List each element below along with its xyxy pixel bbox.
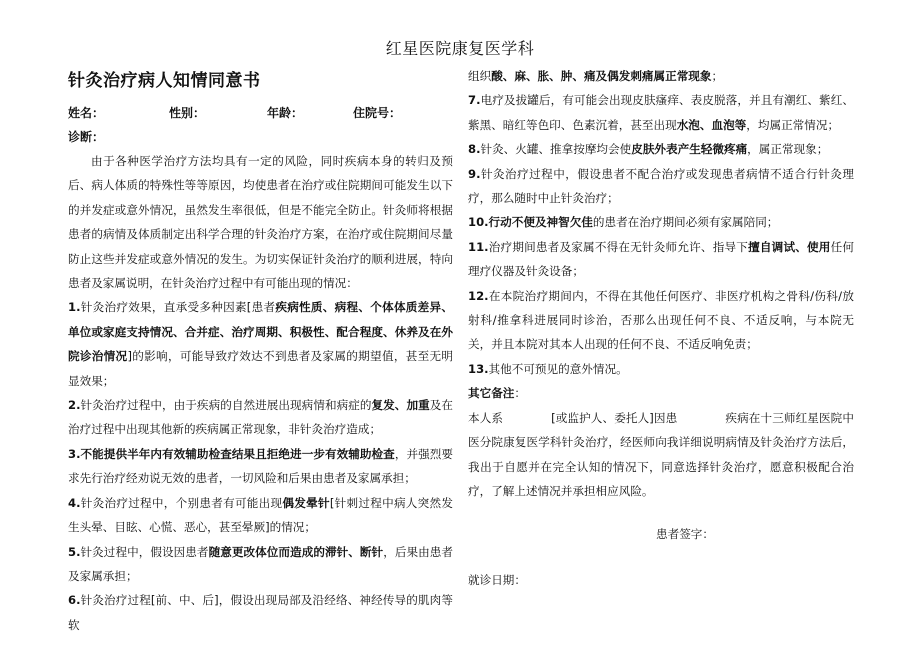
item-9: 9.针灸治疗过程中，假设患者不配合治疗或发现患者病情不适合行针灸理疗，那么随时中止针灸治疗； (468, 166, 854, 206)
diagnosis-label: 诊断： (68, 130, 105, 144)
intro-paragraph: 由于各种医学治疗方法均具有一定的风险，同时疾病本身的转归及预后、病人体质的特殊性等等原因，均使患者在治疗或住院期间可能发生以下的并发症或意外情况，虽然发生率很低，但是不能完全防止。针灸师将根据患者的病情及体质制定出科学合理的针灸治疗方案，在治疗或住院期间尽量防止这些并发症或意外情况的发生。为切实保证针灸治疗的顺利进展，特向患者及家属说明，在针灸治疗过程中有可能出现的情况： (68, 154, 453, 291)
left-column-body (68, 149, 453, 637)
admission-number-label: 住院号： (353, 106, 402, 120)
item-13: 13.其他不可预见的意外情况。 (468, 361, 628, 376)
hospital-department-title: 红星医院康复医学科 (385, 39, 535, 58)
item-2: 2.针灸治疗过程中，由于疾病的自然进展出现病情和病症的复发、加重及在治疗过程中出现其他新的疾病属正常现象，非针灸治疗造成； (68, 398, 453, 437)
remarks-heading: 其它备注： (468, 386, 526, 401)
item-10: 10.行动不便及神智欠佳的患者在治疗期间必须有家属陪同； (468, 215, 779, 230)
item-11: 11.治疗期间患者及家属不得在无针灸师允许、指导下擅自调试、使用任何理疗仪器及针灸设备； (468, 239, 854, 279)
item-4: 4.针灸治疗过程中，个别患者有可能出现偶发晕针[针刺过程中病人突然发生头晕、目眩、心慌、恶心，甚至晕厥]的情况； (68, 495, 453, 535)
visit-date-label: 就诊日期： (468, 573, 526, 587)
item-7: 7.电疗及拔罐后，有可能会出现皮肤瘙痒、表皮脱落，并且有潮红、紫红、紫黑、暗红等色印、色素沉着，甚至出现水泡、血泡等，均属正常情况； (468, 93, 854, 132)
gender-field-label: 性别： (169, 106, 206, 120)
item-8: 8.针灸、火罐、推拿按摩均会使皮肤外表产生轻微疼痛，属正常现象； (468, 142, 829, 157)
item-1: 1.针灸治疗效果，直承受多种因素[患者疾病性质、病程、个体体质差异、单位或家庭支持情况、合并症、治疗周期、积极性、配合程度、休养及在外院诊治情况]的影响，可能导致疗效达不到患者及家属的期望值，甚至无明显效果； (68, 300, 453, 388)
name-field-label: 姓名： (68, 106, 105, 120)
right-column-body (468, 64, 854, 503)
form-title: 针灸治疗病人知情同意书 (68, 71, 261, 91)
item-6-start: 6.针灸治疗过程[前、中、后]，假设出现局部及沿经络、神经传导的肌肉等软 (68, 593, 453, 632)
item-3: 3.不能提供半年内有效辅助检查结果且拒绝进一步有效辅助检查，并强烈要求先行治疗经劝说无效的患者，一切风险和后果由患者及家属承担； (68, 446, 453, 486)
item-12: 12.在本院治疗期间内，不得在其他任何医疗、非医疗机构之骨科/伤科/放射科/推拿科进展同时诊治，否那么出现任何不良、不适反响，与本院无关，并且本院对其本人出现的任何不良、不适反响免责； (468, 288, 854, 352)
item-5: 5.针灸过程中，假设因患者随意更改体位而造成的滞针、断针，后果由患者及家属承担； (68, 544, 453, 583)
item-6-continued: 组织酸、麻、胀、肿、痛及偶发刺痛属正常现象； (468, 69, 724, 83)
age-field-label: 年龄： (267, 106, 304, 120)
consent-statement: 本人系 [或监护人、委托人]因患 疾病在十三师红星医院中医分院康复医学科针灸治疗，经医师向我详细说明病情及针灸治疗方法后，我出于自愿并在完全认知的情况下，同意选择针灸治疗，愿意积极配合治疗，了解上述情况并承担相应风险。 (468, 410, 854, 498)
patient-signature-label: 患者签字： (656, 527, 714, 541)
